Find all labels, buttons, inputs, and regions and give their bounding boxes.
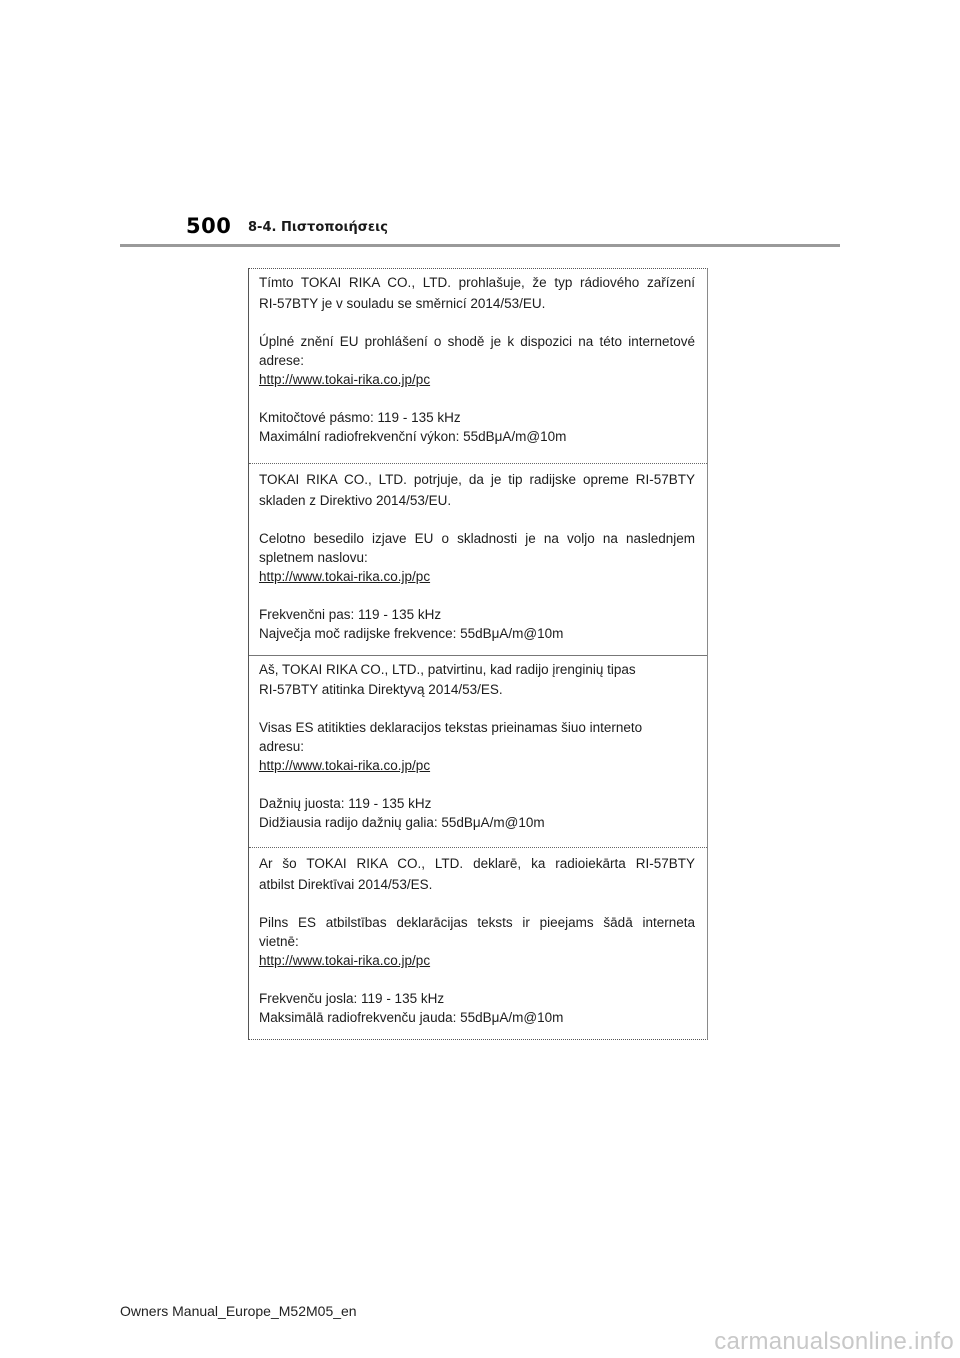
declaration-url-link[interactable]: http://www.tokai-rika.co.jp/pc bbox=[259, 372, 431, 387]
declaration-intro-line: Ar šo TOKAI RIKA CO., LTD. deklarē, ka radioiekārta RI-57BTY bbox=[259, 856, 695, 871]
page-number: 500 bbox=[186, 214, 232, 238]
declaration-intro-line: RI-57BTY je v souladu se směrnicí 2014/53/EU. bbox=[259, 296, 546, 311]
declaration-url-link[interactable]: http://www.tokai-rika.co.jp/pc bbox=[259, 758, 431, 773]
declaration-block-lithuanian bbox=[249, 655, 707, 845]
declaration-box bbox=[248, 268, 708, 1040]
frequency-band-text: Frekvenču josla: 119 - 135 kHz bbox=[259, 991, 445, 1006]
header-divider bbox=[120, 244, 840, 247]
declaration-intro-line: atbilst Direktīvai 2014/53/ES. bbox=[259, 877, 433, 892]
declaration-url-link[interactable]: http://www.tokai-rika.co.jp/pc bbox=[259, 569, 431, 584]
watermark-text: carmanualsonline.info bbox=[714, 1328, 954, 1355]
max-power-text: Največja moč radijske frekvence: 55dBμA/m@10m bbox=[259, 626, 564, 641]
declaration-block-czech bbox=[249, 273, 707, 459]
declaration-text-line: Visas ES atitikties deklaracijos tekstas prieinamas šiuo interneto bbox=[259, 720, 643, 735]
declaration-text-line: adrese: bbox=[259, 353, 305, 368]
declaration-text-line: spletnem naslovu: bbox=[259, 550, 368, 565]
frequency-band-text: Dažnių juosta: 119 - 135 kHz bbox=[259, 796, 432, 811]
declaration-text-line: adresu: bbox=[259, 739, 305, 754]
declaration-text-line: Pilns ES atbilstības deklarācijas teksts ir pieejams šādā interneta bbox=[259, 915, 695, 930]
declaration-text-line: Úplné znění EU prohlášení o shodě je k dispozici na této internetové bbox=[259, 334, 695, 349]
frequency-band-text: Frekvenčni pas: 119 - 135 kHz bbox=[259, 607, 442, 622]
max-power-text: Maximální radiofrekvenční výkon: 55dBμA/m@10m bbox=[259, 429, 567, 444]
max-power-text: Didžiausia radijo dažnių galia: 55dBμA/m@10m bbox=[259, 815, 545, 830]
max-power-text: Maksimālā radiofrekvenču jauda: 55dBμA/m@10m bbox=[259, 1010, 564, 1025]
footer-manual-name: Owners Manual_Europe_M52M05_en bbox=[120, 1303, 357, 1319]
declaration-text-line: Celotno besedilo izjave EU o skladnosti je na voljo na naslednjem bbox=[259, 531, 695, 546]
declaration-intro-line: Aš, TOKAI RIKA CO., LTD., patvirtinu, kad radijo įrenginių tipas bbox=[259, 662, 636, 677]
declaration-url-link[interactable]: http://www.tokai-rika.co.jp/pc bbox=[259, 953, 431, 968]
frequency-band-text: Kmitočtové pásmo: 119 - 135 kHz bbox=[259, 410, 461, 425]
declaration-intro-line: TOKAI RIKA CO., LTD. potrjuje, da je tip radijske opreme RI-57BTY bbox=[259, 472, 695, 487]
section-title: 8-4. Πιστοποιήσεις bbox=[248, 220, 388, 235]
declaration-block-slovenian bbox=[249, 463, 707, 651]
declaration-intro-line: RI-57BTY atitinka Direktyvą 2014/53/ES. bbox=[259, 682, 503, 697]
declaration-intro-line: Tímto TOKAI RIKA CO., LTD. prohlašuje, že typ rádiového zařízení bbox=[259, 275, 695, 290]
declaration-block-latvian bbox=[249, 847, 707, 1037]
declaration-text-line: vietnē: bbox=[259, 934, 299, 949]
declaration-intro-line: skladen z Direktivo 2014/53/EU. bbox=[259, 493, 452, 508]
